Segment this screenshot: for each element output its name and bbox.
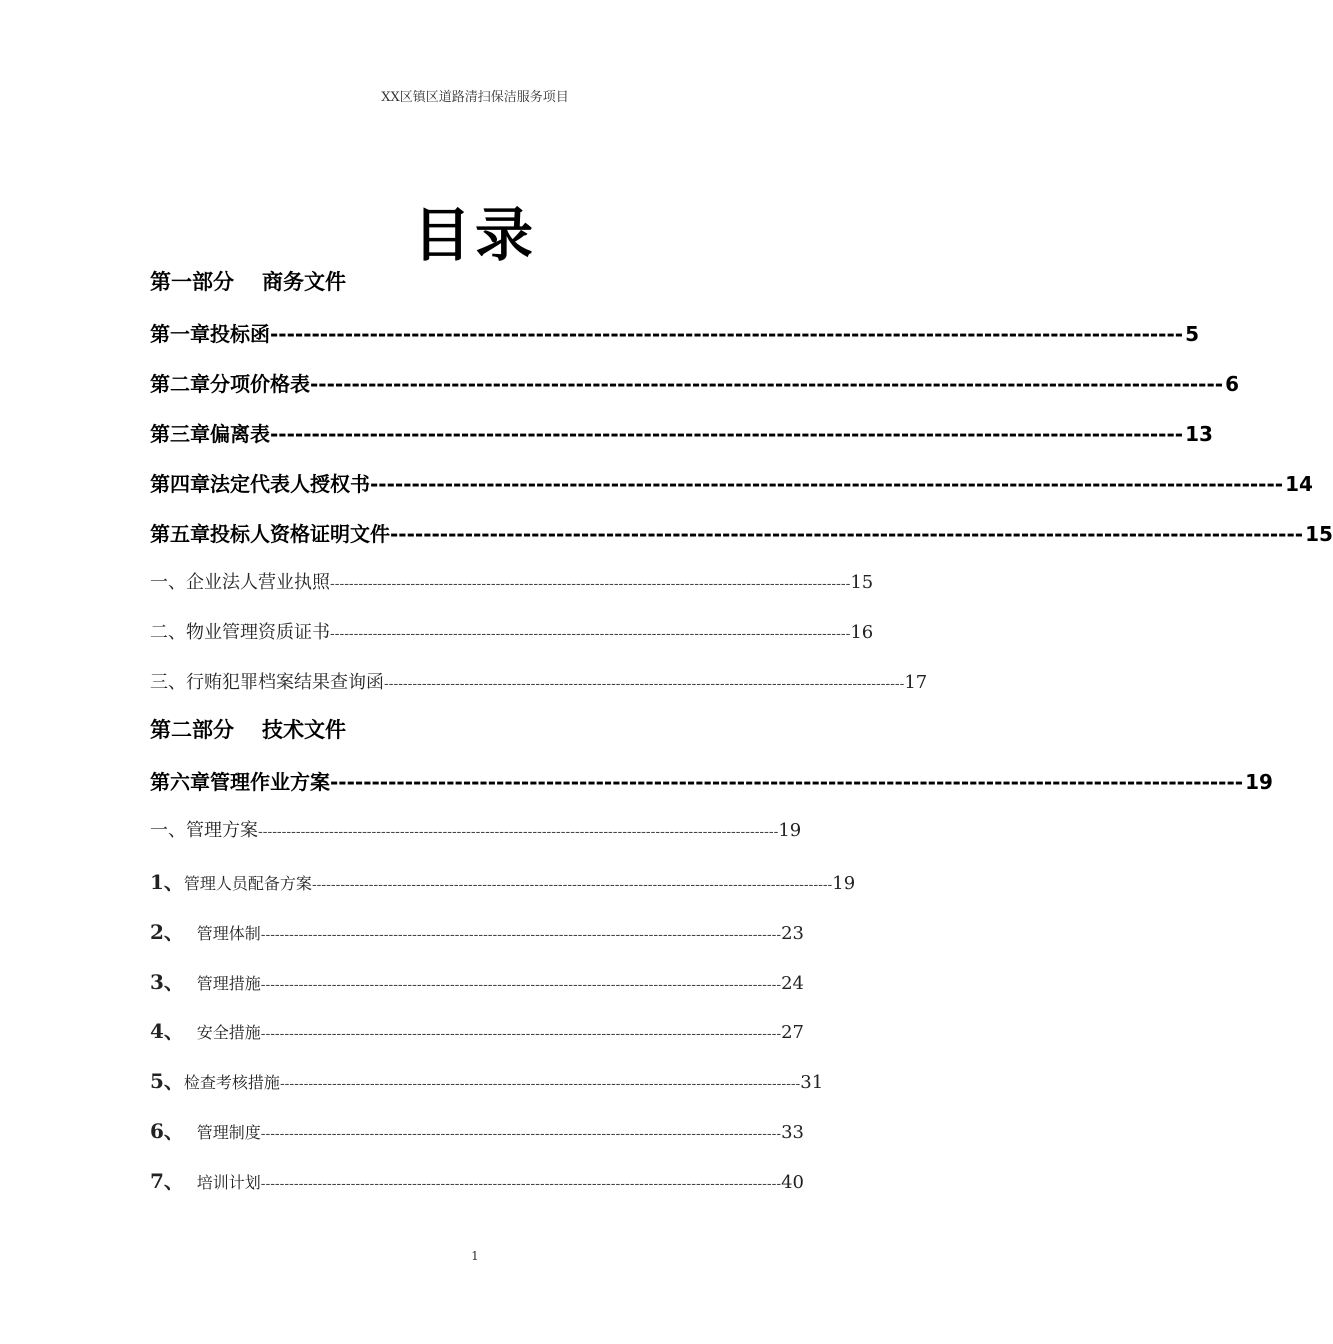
toc-section[interactable] [150,568,874,594]
page-number: 40 [781,1172,804,1193]
item-number: 3、 [150,970,184,994]
section-title: 行贿犯罪档案结果查询函 [186,672,384,693]
chapter-number: 第三章 [150,422,210,446]
page-number: 5 [1185,322,1200,346]
item-number: 5、 [150,1069,184,1093]
toc-chapter[interactable] [150,418,1213,447]
page-footer-number: 1 [471,1249,479,1263]
toc-item[interactable] [150,1115,804,1144]
page-number: 19 [1245,770,1273,794]
section-title: 企业法人营业执照 [186,572,330,593]
chapter-title: 管理作业方案 [210,770,330,794]
page-number: 19 [778,820,802,841]
page-number: 23 [781,923,804,944]
dot-leader: -------------------------------------------------------------------------------------------------------------- [390,522,1304,546]
dot-leader: -------------------------------------------------------------------------------------------------------------- [310,372,1224,396]
part-name: 商务文件 [262,270,346,294]
toc-section[interactable] [150,618,874,644]
page-number: 27 [781,1022,804,1043]
toc-item[interactable] [150,866,856,895]
chapter-number: 第四章 [150,472,210,496]
dot-leader: -------------------------------------------------------------------------------------------------------------- [260,1176,782,1192]
page-number: 19 [832,873,856,894]
section-number: 三、 [150,672,186,693]
page-number: 14 [1285,472,1313,496]
toc-chapter[interactable] [150,368,1240,397]
dot-leader: -------------------------------------------------------------------------------------------------------------- [370,472,1284,496]
dot-leader: -------------------------------------------------------------------------------------------------------------- [270,422,1184,446]
toc-item[interactable] [150,1015,804,1044]
item-title: 管理体制 [196,924,261,943]
chapter-title: 投标人资格证明文件 [210,522,390,546]
part-label: 第一部分 [150,270,234,294]
page-number: 33 [781,1122,804,1143]
item-number: 1、 [150,870,184,894]
chapter-number: 第一章 [150,322,210,346]
item-title: 管理措施 [196,974,261,993]
page-number: 24 [781,973,804,994]
page-number: 17 [904,672,928,693]
part-heading-1[interactable] [150,266,346,296]
dot-leader: -------------------------------------------------------------------------------------------------------------- [258,824,779,840]
dot-leader: -------------------------------------------------------------------------------------------------------------- [260,977,782,993]
chapter-title: 分项价格表 [210,372,310,396]
section-title: 物业管理资质证书 [186,622,330,643]
page-number: 15 [1305,522,1333,546]
item-number: 7、 [150,1169,184,1193]
item-title: 管理制度 [196,1123,261,1142]
dot-leader: -------------------------------------------------------------------------------------------------------------- [260,927,782,943]
item-number: 2、 [150,920,184,944]
section-number: 一、 [150,572,186,593]
page-number: 31 [800,1072,824,1093]
chapter-title: 偏离表 [210,422,270,446]
dot-leader: -------------------------------------------------------------------------------------------------------------- [330,626,851,642]
dot-leader: -------------------------------------------------------------------------------------------------------------- [260,1126,782,1142]
dot-leader: -------------------------------------------------------------------------------------------------------------- [384,676,905,692]
section-number: 二、 [150,622,186,643]
page-number: 13 [1185,422,1213,446]
dot-leader: -------------------------------------------------------------------------------------------------------------- [279,1076,801,1092]
toc-item[interactable] [150,916,804,945]
part-label: 第二部分 [150,718,234,742]
chapter-number: 第二章 [150,372,210,396]
item-title: 管理人员配备方案 [183,874,312,893]
dot-leader: -------------------------------------------------------------------------------------------------------------- [330,770,1244,794]
toc-chapter[interactable] [150,318,1200,347]
chapter-title: 投标函 [210,322,270,346]
toc-chapter[interactable] [150,518,1333,547]
toc-chapter[interactable] [150,468,1313,497]
item-number: 6、 [150,1119,184,1143]
toc-section[interactable] [150,668,928,694]
part-heading-2[interactable] [150,714,346,744]
running-header: XX区镇区道路清扫保洁服务项目 [381,90,569,105]
toc-item[interactable] [150,966,804,995]
page-number: 6 [1225,372,1240,396]
toc-section[interactable] [150,816,802,842]
dot-leader: -------------------------------------------------------------------------------------------------------------- [330,576,851,592]
dot-leader: -------------------------------------------------------------------------------------------------------------- [270,322,1184,346]
item-title: 安全措施 [196,1023,261,1042]
toc-title: 目录 [412,201,537,269]
chapter-number: 第六章 [150,770,210,794]
item-number: 4、 [150,1019,184,1043]
item-title: 培训计划 [196,1173,261,1192]
toc-chapter[interactable] [150,766,1273,795]
part-name: 技术文件 [262,718,346,742]
page-number: 16 [850,622,874,643]
item-title: 检查考核措施 [183,1073,280,1092]
chapter-title: 法定代表人授权书 [210,472,370,496]
toc-item[interactable] [150,1065,824,1094]
toc-item[interactable] [150,1165,804,1194]
chapter-number: 第五章 [150,522,210,546]
page-number: 15 [850,572,874,593]
dot-leader: -------------------------------------------------------------------------------------------------------------- [311,877,833,893]
section-title: 一、管理方案 [150,820,258,841]
dot-leader: -------------------------------------------------------------------------------------------------------------- [260,1026,782,1042]
